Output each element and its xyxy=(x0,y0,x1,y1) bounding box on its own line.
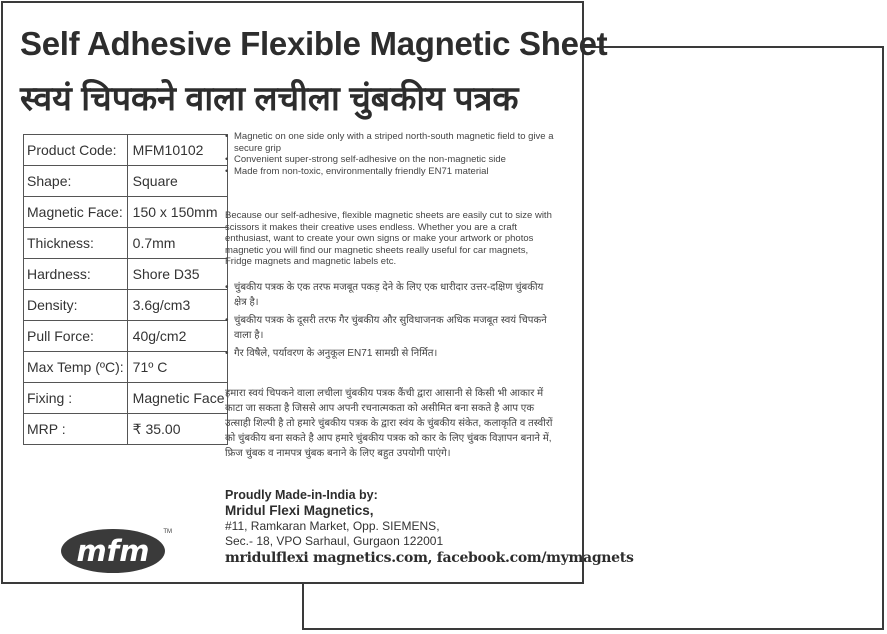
spec-label: Max Temp (ºC): xyxy=(24,352,128,383)
address-line-2: Sec.- 18, VPO Sarhaul, Gurgaon 122001 xyxy=(225,534,444,548)
spec-value: Square xyxy=(127,166,228,197)
spec-label: Thickness: xyxy=(24,228,128,259)
description-hindi: हमारा स्वयं चिपकने वाला लचीला चुंबकीय पत्रक कैंची द्वारा आसानी से किसी भी आकार में काटा जा सकता है जिससे आप अपनी रचनात्मकता को असीमित बना सकते है आप एक उत्साही शिल्पी है तो हमारे चुंबकीय पत्रक के द्वारा स्वंय के चुंबकीय संकेत, कलाकृति व तस्वीरों को चुंबकीय बना सकते है आप हमारे चुंबकीय पत्रक को कार के लिए चुंबक विज्ञापन बनाने में, फ्रिज चुंबक व नामपत्र चुंबक बनाने के लिए बहुत उपयोगी पाएंगे। xyxy=(225,388,553,459)
spec-label: Magnetic Face: xyxy=(24,197,128,228)
address-line-1: #11, Ramkaran Market, Opp. SIEMENS, xyxy=(225,519,440,533)
spec-label: MRP : xyxy=(24,414,128,445)
spec-table xyxy=(23,134,228,445)
spec-label: Fixing : xyxy=(24,383,128,414)
spec-value: 0.7mm xyxy=(127,228,228,259)
feature-item-hindi: • चुंबकीय पत्रक के एक तरफ मजबूत पकड़ देने के लिए एक धारीदार उत्तर-दक्षिण चुंबकीय क्षेत्र है। xyxy=(225,280,557,310)
features-english xyxy=(225,131,557,177)
spec-value: ₹ 35.00 xyxy=(127,414,228,445)
spec-label: Shape: xyxy=(24,166,128,197)
spec-row xyxy=(24,414,228,445)
spec-value: 40g/cm2 xyxy=(127,321,228,352)
product-label-sheet xyxy=(1,1,634,584)
spec-row xyxy=(24,352,228,383)
spec-row xyxy=(24,135,228,166)
spec-value: 71º C xyxy=(127,352,228,383)
spec-label: Pull Force: xyxy=(24,321,128,352)
spec-row xyxy=(24,383,228,414)
feature-item-hindi: • चुंबकीय पत्रक के दूसरी तरफ गैर चुंबकीय और सुविधाजनक अधिक मजबूत स्वयं चिपकने वाला है। xyxy=(225,313,557,343)
websites-text: mridulflexi magnetics.com, facebook.com/mymagnets xyxy=(225,550,634,566)
title-english: Self Adhesive Flexible Magnetic Sheet xyxy=(20,25,608,62)
spec-label: Product Code: xyxy=(24,135,128,166)
feature-item-hindi: • गैर विषैले, पर्यावरण के अनुकूल EN71 सामग्री से निर्मित। xyxy=(225,346,557,361)
logo-text: mfm xyxy=(76,534,150,568)
spec-value: MFM10102 xyxy=(127,135,228,166)
feature-item: • Magnetic on one side only with a striped north-south magnetic field to give a secure grip xyxy=(225,131,557,154)
features-hindi xyxy=(225,280,557,364)
description-english: Because our self-adhesive, flexible magnetic sheets are easily cut to size with scissors it makes their creative uses endless. Whether you are a craft enthusiast, want to create your own signs or make your artwork or photos magnetic you will find our magnetic sheets really useful for car magnets, Fridge magnets and magnetic labels etc. xyxy=(225,210,552,267)
spec-value: 150 x 150mm xyxy=(127,197,228,228)
feature-item: • Made from non-toxic, environmentally friendly EN71 material xyxy=(225,166,557,178)
feature-item: • Convenient super-strong self-adhesive on the non-magnetic side xyxy=(225,154,557,166)
spec-row xyxy=(24,259,228,290)
spec-row xyxy=(24,290,228,321)
spec-label: Density: xyxy=(24,290,128,321)
trademark-mark: TM xyxy=(163,529,172,535)
mfm-logo xyxy=(59,522,175,576)
company-name: Mridul Flexi Magnetics, xyxy=(225,503,374,518)
spec-value: Magnetic Face xyxy=(127,383,228,414)
title-hindi: स्वयं चिपकने वाला लचीला चुंबकीय पत्रक xyxy=(20,80,519,118)
spec-value: Shore D35 xyxy=(127,259,228,290)
spec-value: 3.6g/cm3 xyxy=(127,290,228,321)
spec-row xyxy=(24,197,228,228)
spec-row xyxy=(24,228,228,259)
spec-row xyxy=(24,321,228,352)
spec-row xyxy=(24,166,228,197)
spec-label: Hardness: xyxy=(24,259,128,290)
made-in-india-heading: Proudly Made-in-India by: xyxy=(225,488,378,502)
